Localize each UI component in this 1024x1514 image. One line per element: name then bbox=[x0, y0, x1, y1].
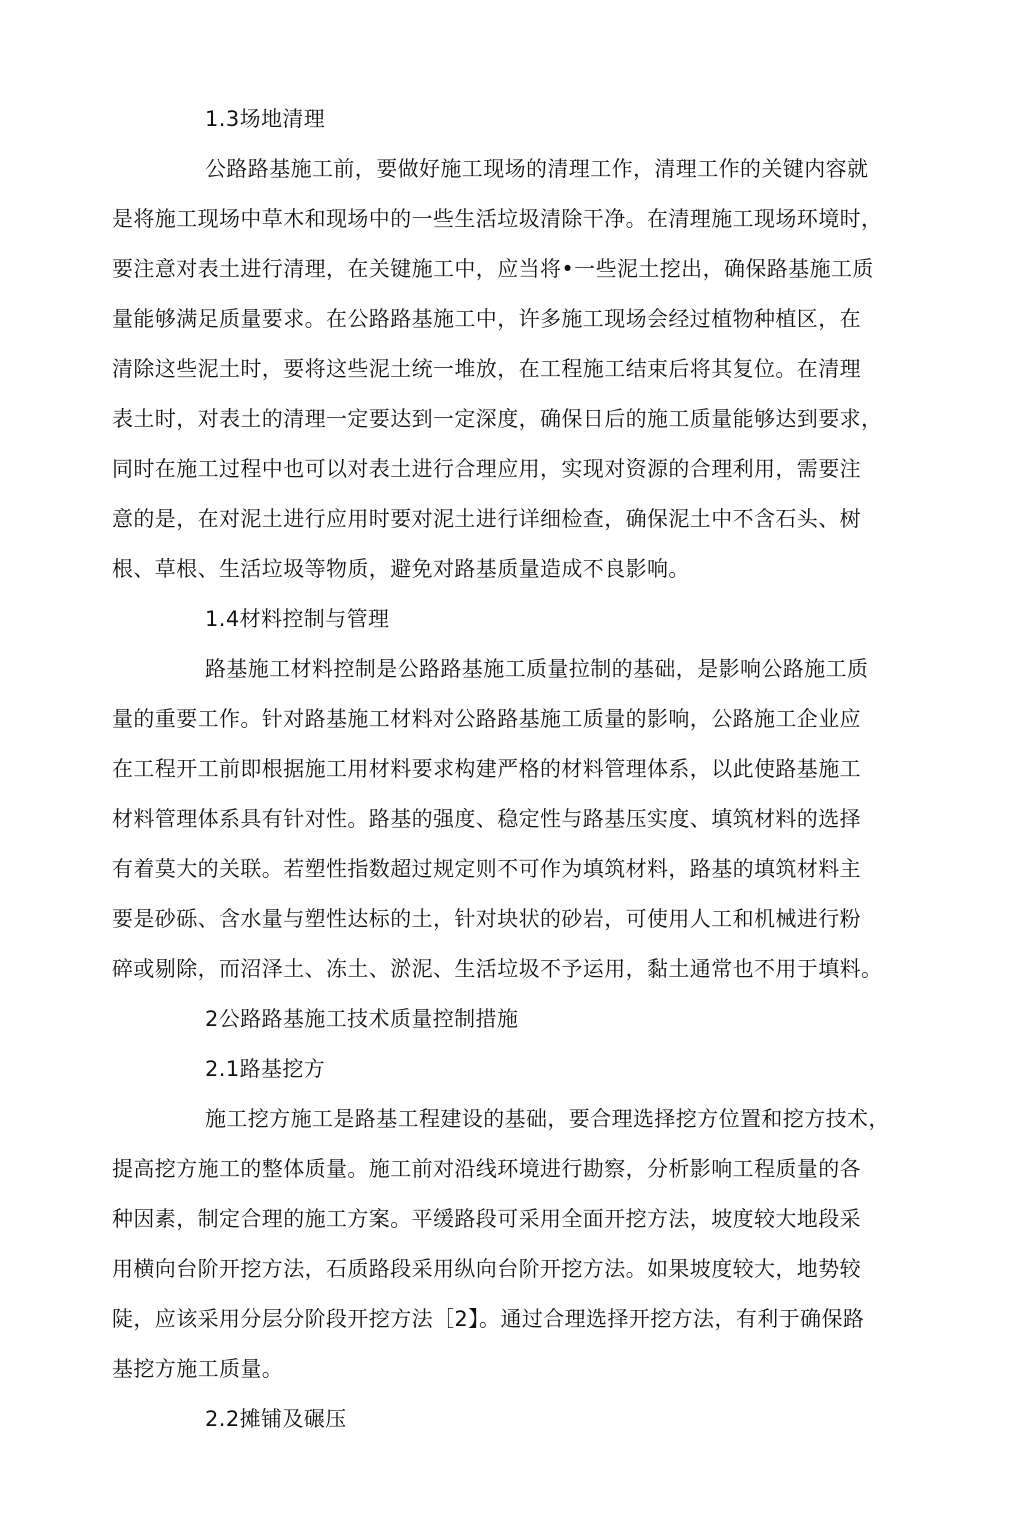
paragraph-line: 碎或剔除，而沼泽土、冻土、淤泥、生活垃圾不予运用，黏土通常也不用于填料。 bbox=[112, 957, 883, 981]
paragraph-line: 用横向台阶开挖方法，石质路段采用纵向台阶开挖方法。如果坡度较大，地势较 bbox=[112, 1257, 861, 1281]
heading-2-2: 2.2摊铺及碾压 bbox=[205, 1407, 347, 1431]
paragraph-line: 量的重要工作。针对路基施工材料对公路路基施工质量的影响，公路施工企业应 bbox=[112, 707, 861, 731]
paragraph-line: 路基施工材料控制是公路路基施工质量拉制的基础，是影响公路施工质 bbox=[205, 657, 869, 681]
heading-1-3: 1.3场地清理 bbox=[205, 107, 326, 131]
paragraph-line: 要注意对表土进行清理，在关键施工中，应当将•一些泥土挖出，确保路基施工质 bbox=[112, 257, 874, 281]
paragraph-line: 意的是，在对泥土进行应用时要对泥土进行详细检查，确保泥土中不含石头、树 bbox=[112, 507, 861, 531]
paragraph-line: 陡，应该采用分层分阶段开挖方法［2】。通过合理选择开挖方法，有利于确保路 bbox=[112, 1307, 865, 1331]
paragraph-line: 表土时，对表土的清理一定要达到一定深度，确保日后的施工质量能够达到要求， bbox=[112, 407, 883, 431]
paragraph-line: 公路路基施工前，要做好施工现场的清理工作，清理工作的关键内容就 bbox=[205, 157, 869, 181]
paragraph-line: 是将施工现场中草木和现场中的一些生活垃圾清除干净。在清理施工现场环境时， bbox=[112, 207, 883, 231]
paragraph-line: 施工挖方施工是路基工程建设的基础，要合理选择挖方位置和挖方技术， bbox=[205, 1107, 890, 1131]
heading-2-1: 2.1路基挖方 bbox=[205, 1057, 326, 1081]
paragraph-line: 材料管理体系具有针对性。路基的强度、稳定性与路基压实度、填筑材料的选择 bbox=[112, 807, 861, 831]
paragraph-line: 清除这些泥土时，要将这些泥土统一堆放，在工程施工结束后将其复位。在清理 bbox=[112, 357, 861, 381]
heading-2: 2公路路基施工技术质量控制措施 bbox=[205, 1007, 519, 1031]
paragraph-line: 同时在施工过程中也可以对表土进行合理应用，实现对资源的合理利用，需要注 bbox=[112, 457, 861, 481]
paragraph-line: 要是砂砾、含水量与塑性达标的土，针对块状的砂岩，可使用人工和机械进行粉 bbox=[112, 907, 861, 931]
heading-1-4: 1.4材料控制与管理 bbox=[205, 607, 390, 631]
paragraph-line: 有着莫大的关联。若塑性指数超过规定则不可作为填筑材料，路基的填筑材料主 bbox=[112, 857, 861, 881]
paragraph-line: 在工程开工前即根据施工用材料要求构建严格的材料管理体系，以此使路基施工 bbox=[112, 757, 861, 781]
paragraph-line: 提高挖方施工的整体质量。施工前对沿线环境进行勘察，分析影响工程质量的各 bbox=[112, 1157, 861, 1181]
paragraph-line: 种因素，制定合理的施工方案。平缓路段可采用全面开挖方法，坡度较大地段采 bbox=[112, 1207, 861, 1231]
paragraph-line: 量能够满足质量要求。在公路路基施工中，许多施工现场会经过植物种植区，在 bbox=[112, 307, 861, 331]
paragraph-line: 基挖方施工质量。 bbox=[112, 1357, 284, 1381]
paragraph-line: 根、草根、生活垃圾等物质，避免对路基质量造成不良影响。 bbox=[112, 557, 690, 581]
